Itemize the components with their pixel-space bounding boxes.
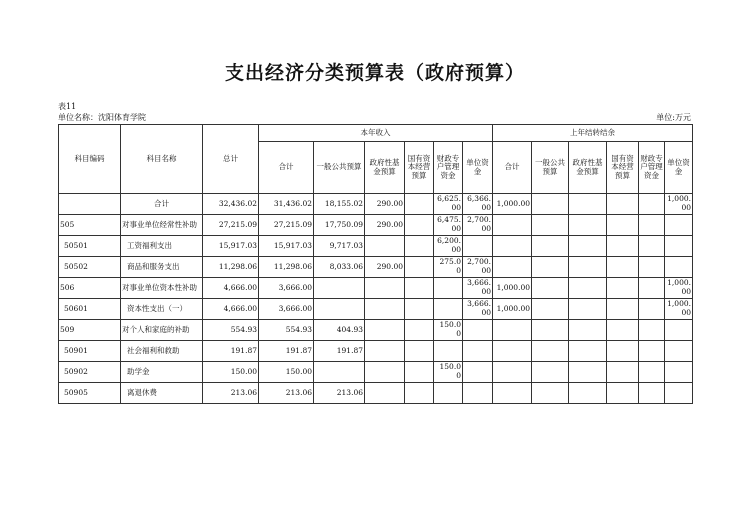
cell-p-fund [569, 383, 607, 404]
cell-p-fund [569, 236, 607, 257]
cell-name: 社会福利和救助 [121, 341, 203, 362]
cell-c-fund [365, 320, 405, 341]
cell-p-fin [639, 320, 665, 341]
table-row [59, 215, 693, 236]
cell-c-state [405, 320, 434, 341]
cell-c-fund: 290.00 [365, 257, 405, 278]
cell-p-fin [639, 194, 665, 215]
cell-c-fin: 275.00 [434, 257, 463, 278]
cell-p-total [493, 320, 532, 341]
cell-p-gen [532, 257, 569, 278]
cell-c-fin [434, 383, 463, 404]
cell-c-state [405, 383, 434, 404]
cell-p-fin [639, 362, 665, 383]
cell-p-fund [569, 320, 607, 341]
cell-p-unit: 1,000.00 [665, 299, 693, 320]
cell-name: 商品和服务支出 [121, 257, 203, 278]
cell-c-state [405, 278, 434, 299]
currency-unit: 单位:万元 [656, 113, 691, 122]
table-row [59, 362, 693, 383]
cell-c-fund: 290.00 [365, 194, 405, 215]
header-p-fin: 财政专户管理资金 [639, 142, 665, 194]
cell-total: 554.93 [203, 320, 259, 341]
cell-p-unit [665, 341, 693, 362]
cell-p-state [607, 383, 639, 404]
cell-code: 506 [59, 278, 121, 299]
cell-p-gen [532, 341, 569, 362]
cell-c-total: 3,666.00 [259, 278, 314, 299]
cell-name: 助学金 [121, 362, 203, 383]
header-code: 科目编码 [59, 125, 121, 194]
cell-p-fund [569, 194, 607, 215]
cell-c-fin: 6,625.00 [434, 194, 463, 215]
header-p-unit: 单位资金 [665, 142, 693, 194]
cell-c-total: 3,666.00 [259, 299, 314, 320]
cell-name: 对事业单位经常性补助 [121, 215, 203, 236]
cell-p-fund [569, 341, 607, 362]
cell-p-fund [569, 257, 607, 278]
cell-c-unit: 2,700.00 [463, 257, 493, 278]
cell-c-state [405, 362, 434, 383]
cell-c-total: 191.87 [259, 341, 314, 362]
cell-c-state [405, 341, 434, 362]
cell-c-fund [365, 383, 405, 404]
header-name: 科目名称 [121, 125, 203, 194]
cell-p-fin [639, 278, 665, 299]
cell-code: 50902 [59, 362, 121, 383]
cell-p-state [607, 278, 639, 299]
cell-total: 32,436.02 [203, 194, 259, 215]
cell-p-unit [665, 236, 693, 257]
table-row [59, 194, 693, 215]
cell-total: 191.87 [203, 341, 259, 362]
header-c-unit: 单位资金 [463, 142, 493, 194]
table-row [59, 278, 693, 299]
cell-p-fund [569, 278, 607, 299]
cell-total: 11,298.06 [203, 257, 259, 278]
header-p-state: 国有资本经营预算 [607, 142, 639, 194]
cell-c-fund [365, 299, 405, 320]
table-row [59, 236, 693, 257]
cell-p-fund [569, 299, 607, 320]
cell-code [59, 194, 121, 215]
cell-p-total [493, 383, 532, 404]
cell-p-state [607, 257, 639, 278]
cell-p-state [607, 341, 639, 362]
cell-c-total: 27,215.09 [259, 215, 314, 236]
cell-c-unit: 3,666.00 [463, 299, 493, 320]
header-p-total: 合计 [493, 142, 532, 194]
table-row [59, 299, 693, 320]
cell-p-gen [532, 278, 569, 299]
cell-c-fin [434, 341, 463, 362]
cell-c-fin: 150.00 [434, 362, 463, 383]
cell-p-total [493, 257, 532, 278]
cell-total: 213.06 [203, 383, 259, 404]
cell-p-state [607, 299, 639, 320]
cell-p-total: 1,000.00 [493, 299, 532, 320]
expenditure-table [58, 124, 693, 404]
cell-c-gen: 404.93 [314, 320, 365, 341]
header-current-income: 本年收入 [259, 125, 493, 142]
cell-p-unit [665, 320, 693, 341]
cell-total: 4,666.00 [203, 299, 259, 320]
cell-c-gen: 9,717.03 [314, 236, 365, 257]
cell-c-fund [365, 362, 405, 383]
cell-c-gen [314, 362, 365, 383]
cell-p-unit [665, 257, 693, 278]
cell-c-unit: 3,666.00 [463, 278, 493, 299]
cell-c-total: 15,917.03 [259, 236, 314, 257]
cell-code: 50502 [59, 257, 121, 278]
cell-c-fin: 150.00 [434, 320, 463, 341]
header-c-fund: 政府性基金预算 [365, 142, 405, 194]
cell-c-gen: 18,155.02 [314, 194, 365, 215]
cell-code: 50905 [59, 383, 121, 404]
cell-c-unit: 6,366.00 [463, 194, 493, 215]
cell-p-total [493, 236, 532, 257]
unit-name: 单位名称：沈阳体育学院 [58, 113, 146, 122]
table-row [59, 341, 693, 362]
table-row [59, 320, 693, 341]
cell-c-total: 11,298.06 [259, 257, 314, 278]
cell-code: 505 [59, 215, 121, 236]
cell-p-gen [532, 215, 569, 236]
cell-name: 资本性支出（一） [121, 299, 203, 320]
cell-c-fund [365, 341, 405, 362]
cell-c-unit [463, 236, 493, 257]
header-c-state: 国有资本经营预算 [405, 142, 434, 194]
cell-c-gen [314, 299, 365, 320]
header-p-general: 一般公共预算 [532, 142, 569, 194]
header-prior-carryover: 上年结转结余 [493, 125, 693, 142]
cell-p-state [607, 215, 639, 236]
cell-p-fund [569, 215, 607, 236]
cell-c-state [405, 194, 434, 215]
cell-p-gen [532, 236, 569, 257]
cell-p-unit: 1,000.00 [665, 278, 693, 299]
cell-c-state [405, 299, 434, 320]
cell-c-gen [314, 278, 365, 299]
cell-c-state [405, 236, 434, 257]
cell-c-fin [434, 278, 463, 299]
cell-c-unit [463, 341, 493, 362]
cell-c-unit: 2,700.00 [463, 215, 493, 236]
table-number: 表11 [58, 102, 77, 111]
header-p-fund: 政府性基金预算 [569, 142, 607, 194]
cell-total: 4,666.00 [203, 278, 259, 299]
cell-p-unit: 1,000.00 [665, 194, 693, 215]
cell-c-fin: 6,475.00 [434, 215, 463, 236]
cell-c-total: 150.00 [259, 362, 314, 383]
cell-total: 150.00 [203, 362, 259, 383]
cell-p-gen [532, 383, 569, 404]
cell-p-unit [665, 362, 693, 383]
cell-c-gen: 213.06 [314, 383, 365, 404]
cell-p-fund [569, 362, 607, 383]
cell-c-fund: 290.00 [365, 215, 405, 236]
cell-p-fin [639, 299, 665, 320]
cell-p-gen [532, 194, 569, 215]
cell-c-total: 31,436.02 [259, 194, 314, 215]
cell-p-total [493, 341, 532, 362]
page-title: 支出经济分类预算表（政府预算） [224, 62, 525, 84]
cell-c-unit [463, 362, 493, 383]
cell-p-fin [639, 383, 665, 404]
cell-p-total: 1,000.00 [493, 194, 532, 215]
cell-p-state [607, 320, 639, 341]
cell-c-gen: 8,033.06 [314, 257, 365, 278]
cell-p-fin [639, 236, 665, 257]
cell-total: 15,917.03 [203, 236, 259, 257]
table-row [59, 257, 693, 278]
cell-p-gen [532, 362, 569, 383]
cell-name: 对个人和家庭的补助 [121, 320, 203, 341]
table-row [59, 383, 693, 404]
cell-c-total: 554.93 [259, 320, 314, 341]
cell-p-fin [639, 215, 665, 236]
cell-p-gen [532, 320, 569, 341]
cell-c-gen: 17,750.09 [314, 215, 365, 236]
cell-p-total: 1,000.00 [493, 278, 532, 299]
header-c-total: 合计 [259, 142, 314, 194]
cell-name: 合计 [121, 194, 203, 215]
cell-code: 50601 [59, 299, 121, 320]
cell-p-state [607, 194, 639, 215]
cell-c-state [405, 215, 434, 236]
cell-c-unit [463, 320, 493, 341]
header-c-general: 一般公共预算 [314, 142, 365, 194]
cell-c-gen: 191.87 [314, 341, 365, 362]
cell-p-total [493, 362, 532, 383]
cell-c-fin: 6,200.00 [434, 236, 463, 257]
cell-p-gen [532, 299, 569, 320]
cell-code: 509 [59, 320, 121, 341]
cell-c-fund [365, 236, 405, 257]
cell-c-unit [463, 383, 493, 404]
cell-p-state [607, 362, 639, 383]
cell-name: 工资福利支出 [121, 236, 203, 257]
cell-p-fin [639, 341, 665, 362]
cell-code: 50501 [59, 236, 121, 257]
cell-name: 离退休费 [121, 383, 203, 404]
cell-c-total: 213.06 [259, 383, 314, 404]
cell-p-fin [639, 257, 665, 278]
header-total: 总计 [203, 125, 259, 194]
cell-p-unit [665, 215, 693, 236]
cell-c-state [405, 257, 434, 278]
header-c-fin: 财政专户管理资金 [434, 142, 463, 194]
cell-p-state [607, 236, 639, 257]
cell-p-unit [665, 383, 693, 404]
cell-c-fin [434, 299, 463, 320]
cell-c-fund [365, 278, 405, 299]
cell-total: 27,215.09 [203, 215, 259, 236]
cell-name: 对事业单位资本性补助 [121, 278, 203, 299]
cell-code: 50901 [59, 341, 121, 362]
cell-p-total [493, 215, 532, 236]
